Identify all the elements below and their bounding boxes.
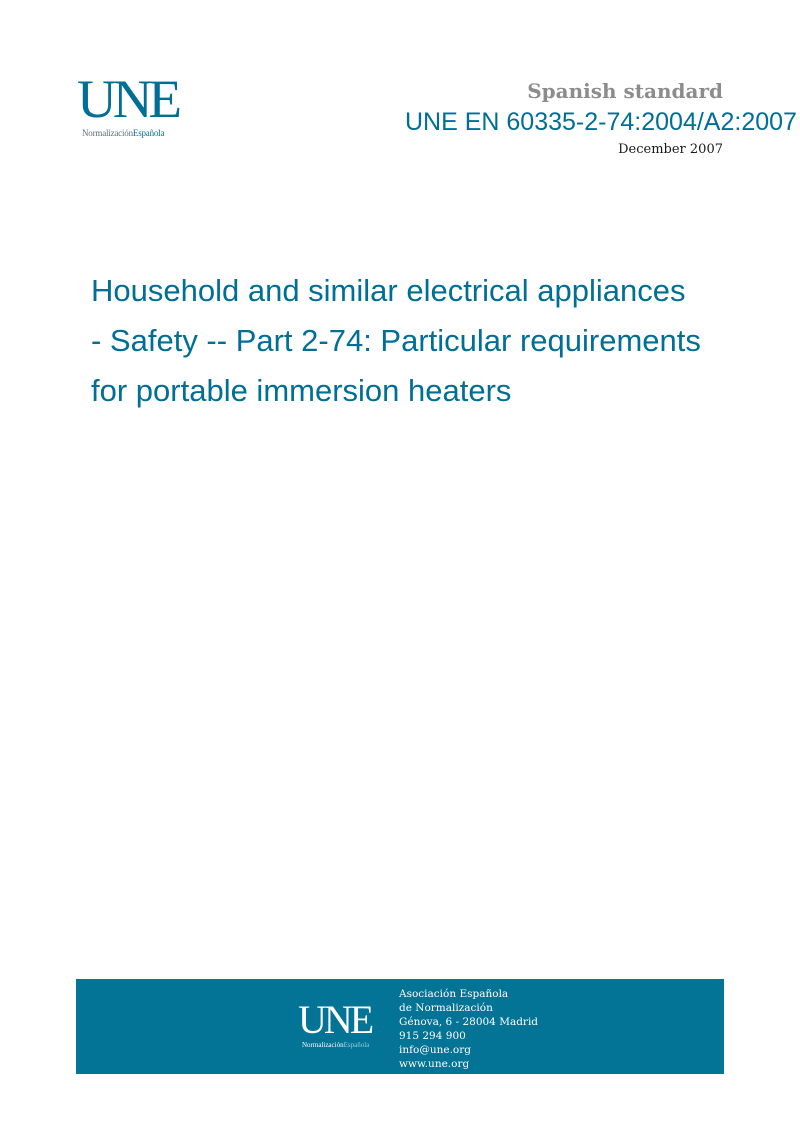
standard-code: UNE EN 60335-2-74:2004/A2:2007 [405, 108, 797, 136]
footer-logo-tagline-part2: Española [343, 1041, 370, 1049]
publication-date: December 2007 [618, 142, 723, 157]
org-website: www.une.org [399, 1058, 470, 1070]
org-address: Génova, 6 - 28004 Madrid [399, 1016, 539, 1028]
logo-tagline-part1: Normalización [82, 128, 133, 138]
org-name-line2: de Normalización [399, 1002, 493, 1014]
title-line: - Safety -- Part 2-74: Particular requirements [91, 323, 701, 358]
title-line: for portable immersion heaters [91, 373, 512, 408]
document-title [91, 266, 741, 416]
footer-logo-tagline [302, 1041, 369, 1049]
footer-une-logo [298, 997, 388, 1051]
standard-kind-label: Spanish standard [527, 79, 723, 103]
logo-tagline [82, 128, 164, 138]
footer-logo-wordmark: UNE [298, 997, 372, 1042]
footer-logo-tagline-part1: Normalización [302, 1041, 344, 1049]
title-line: Household and similar electrical appliances [91, 273, 686, 308]
footer-contact-block [399, 987, 538, 1071]
logo-tagline-part2: Española [132, 128, 165, 138]
org-name-line1: Asociación Española [399, 988, 509, 1000]
une-logo [77, 69, 197, 144]
org-phone: 915 294 900 [399, 1030, 466, 1042]
logo-wordmark: UNE [77, 69, 178, 129]
org-email: info@une.org [399, 1044, 471, 1056]
footer-band [76, 979, 724, 1074]
